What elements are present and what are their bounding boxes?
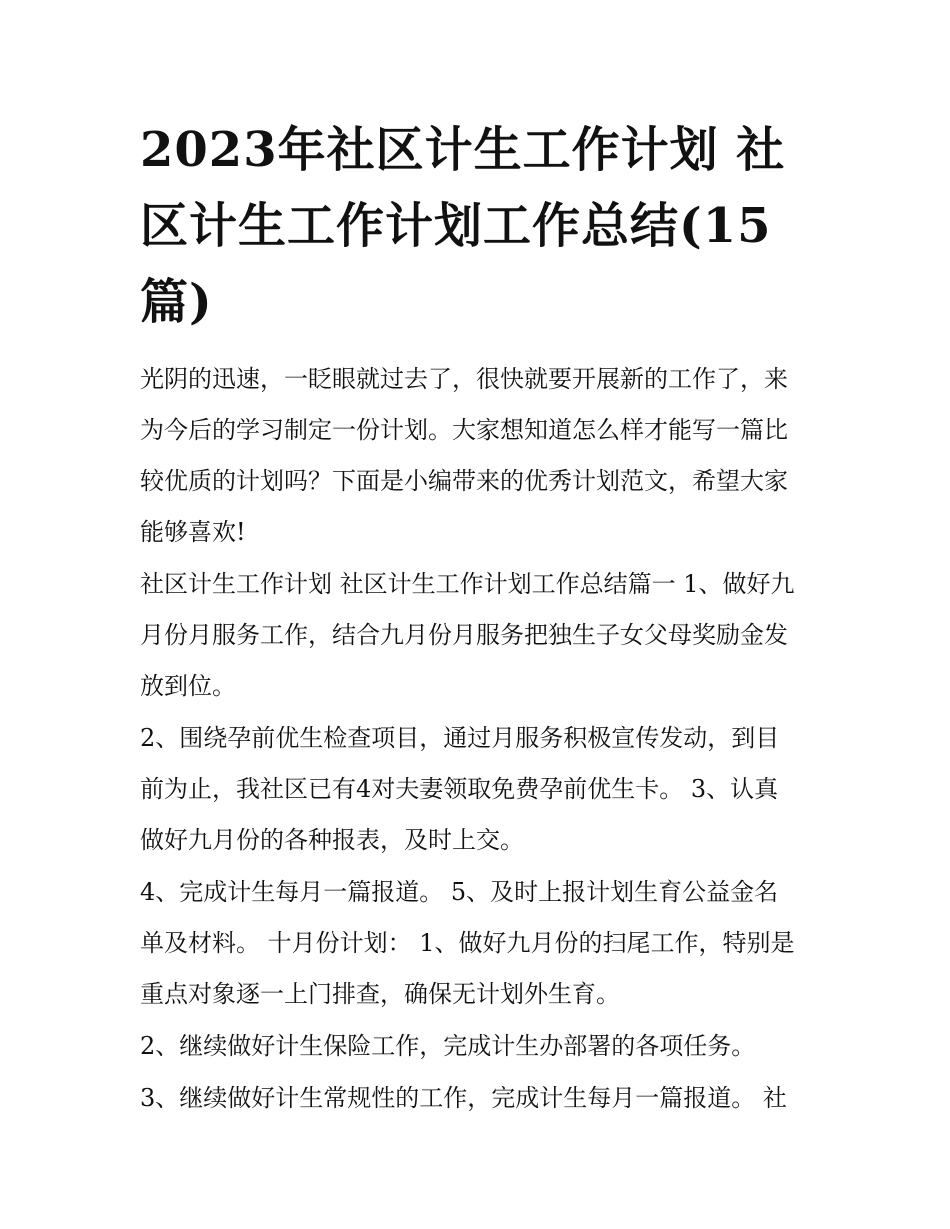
title-line: 2023年社区计生工作计划 社 <box>140 122 786 178</box>
text-line: 做好九月份的各种报表，及时上交。 <box>140 826 524 854</box>
text-line: 3、继续做好计生常规性的工作，完成计生每月一篇报道。 社 <box>140 1084 787 1112</box>
paragraph-item-2 <box>140 713 830 866</box>
document-body <box>140 354 830 1125</box>
text-line: 前为止，我社区已有4对夫妻领取免费孕前优生卡。 3、认真 <box>140 775 779 803</box>
title-line: 区计生工作计划工作总结(15 <box>140 198 772 254</box>
text-line: 2、围绕孕前优生检查项目，通过月服务积极宣传发动，到目 <box>140 724 780 752</box>
text-line: 光阴的迅速，一眨眼就过去了，很快就要开展新的工作了，来 <box>140 365 788 393</box>
text-line: 2、继续做好计生保险工作，完成计生办部署的各项任务。 <box>140 1032 756 1060</box>
document-title <box>140 112 820 340</box>
text-line: 社区计生工作计划 社区计生工作计划工作总结篇一 1、做好九 <box>140 570 795 598</box>
text-line: 4、完成计生每月一篇报道。 5、及时上报计划生育公益金名 <box>140 878 779 906</box>
text-line: 能够喜欢! <box>140 518 246 546</box>
text-line: 重点对象逐一上门排查，确保无计划外生育。 <box>140 980 620 1008</box>
text-line: 单及材料。 十月份计划： 1、做好九月份的扫尾工作，特别是 <box>140 929 795 957</box>
text-line: 月份月服务工作，结合九月份月服务把独生子女父母奖励金发 <box>140 621 788 649</box>
paragraph-october-2 <box>140 1021 830 1072</box>
title-line: 篇) <box>140 274 213 330</box>
text-line: 放到位。 <box>140 672 236 700</box>
text-line: 为今后的学习制定一份计划。大家想知道怎么样才能写一篇比 <box>140 416 788 444</box>
paragraph-item-4 <box>140 867 830 1020</box>
paragraph-section-one <box>140 559 830 712</box>
text-line: 较优质的计划吗？下面是小编带来的优秀计划范文，希望大家 <box>140 467 788 495</box>
paragraph-october-3 <box>140 1073 830 1124</box>
paragraph-intro <box>140 354 830 558</box>
